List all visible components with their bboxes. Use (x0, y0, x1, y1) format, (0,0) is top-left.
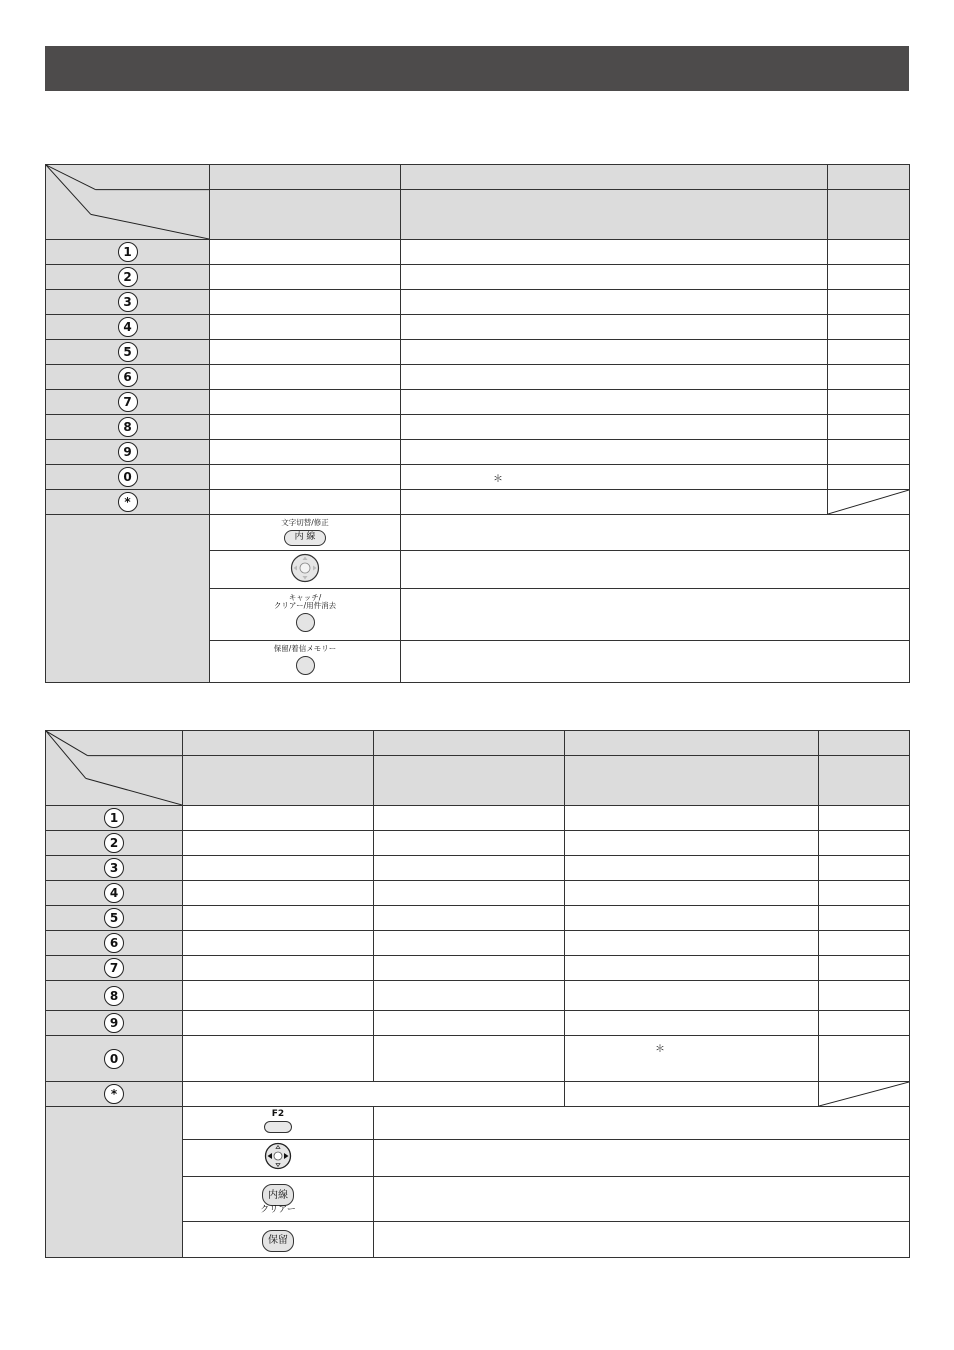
pill-button-icon: 内 線 (284, 530, 326, 546)
table-row (46, 1082, 910, 1107)
hold-button-icon: 保留 (262, 1230, 294, 1252)
key-0-icon: 0 (104, 1049, 124, 1069)
table-row (46, 415, 910, 440)
key-5-icon: 5 (104, 908, 124, 928)
column-subheader (210, 190, 401, 240)
table-row (46, 806, 910, 831)
key-8-icon: 8 (118, 417, 138, 437)
round-button-icon (296, 613, 315, 632)
table-row (46, 931, 910, 956)
column-header (565, 731, 819, 756)
key-9-icon: 9 (118, 442, 138, 462)
table-corner-cell (46, 731, 183, 806)
column-subheader (565, 756, 819, 806)
table-row (46, 515, 910, 551)
table-row (46, 390, 910, 415)
key-7-icon: 7 (118, 392, 138, 412)
table-row (46, 365, 910, 390)
key-4-icon: 4 (118, 317, 138, 337)
na-cell (819, 1082, 910, 1107)
na-cell (828, 490, 910, 515)
naisen-button-icon: 内線 (262, 1184, 294, 1206)
key-3-icon: 3 (104, 858, 124, 878)
buttons-rowhead (46, 1107, 183, 1258)
key-table-1 (45, 164, 910, 683)
key-5-icon: 5 (118, 342, 138, 362)
key-8-icon: 8 (104, 986, 124, 1006)
table-corner-cell (46, 165, 210, 240)
button-label: クリアー (260, 1205, 296, 1216)
column-subheader (828, 190, 910, 240)
table-row (46, 490, 910, 515)
key-asterisk-icon: * (118, 492, 138, 512)
key-0-icon: 0 (118, 467, 138, 487)
table-row (46, 290, 910, 315)
table-row (46, 1107, 910, 1140)
key-6-icon: 6 (104, 933, 124, 953)
key-9-icon: 9 (104, 1013, 124, 1033)
column-header (374, 731, 565, 756)
column-header (183, 731, 374, 756)
table-row (46, 831, 910, 856)
table-row (46, 315, 910, 340)
key-asterisk-icon: * (104, 1084, 124, 1104)
table-row (46, 981, 910, 1011)
key-2-icon: 2 (104, 833, 124, 853)
key-1-icon: 1 (118, 242, 138, 262)
key-6-icon: 6 (118, 367, 138, 387)
key-2-icon: 2 (118, 267, 138, 287)
table-row (46, 440, 910, 465)
table-row (46, 906, 910, 931)
key-1-icon: 1 (104, 808, 124, 828)
asterisk-symbol: ＊ (493, 473, 503, 485)
column-header (819, 731, 910, 756)
column-header (401, 165, 828, 190)
column-header (210, 165, 401, 190)
button-label: 文字切替/修正 (281, 518, 329, 528)
round-button-icon (296, 656, 315, 675)
key-4-icon: 4 (104, 883, 124, 903)
button-label: 保留/着信メモリー (273, 644, 337, 654)
table-row (46, 465, 910, 490)
column-subheader (401, 190, 828, 240)
asterisk-symbol: ＊ (655, 1044, 665, 1055)
button-label: キャッチ/ クリアー/用件消去 (273, 593, 337, 611)
table-row (46, 956, 910, 981)
section-title-bar (45, 46, 909, 91)
key-7-icon: 7 (104, 958, 124, 978)
cursor-pad-icon (290, 553, 320, 583)
cursor-pad-icon (264, 1142, 292, 1170)
column-subheader (819, 756, 910, 806)
table-row (46, 881, 910, 906)
column-header (828, 165, 910, 190)
table-row (46, 240, 910, 265)
table-row (46, 856, 910, 881)
key-table-2 (45, 730, 910, 1258)
key-3-icon: 3 (118, 292, 138, 312)
column-subheader (183, 756, 374, 806)
table-row (46, 1036, 910, 1082)
column-subheader (374, 756, 565, 806)
table-row (46, 265, 910, 290)
buttons-rowhead (46, 515, 210, 683)
table-row (46, 1011, 910, 1036)
pill-button-icon (264, 1121, 292, 1133)
table-row (46, 340, 910, 365)
button-label: F2 (271, 1108, 285, 1119)
